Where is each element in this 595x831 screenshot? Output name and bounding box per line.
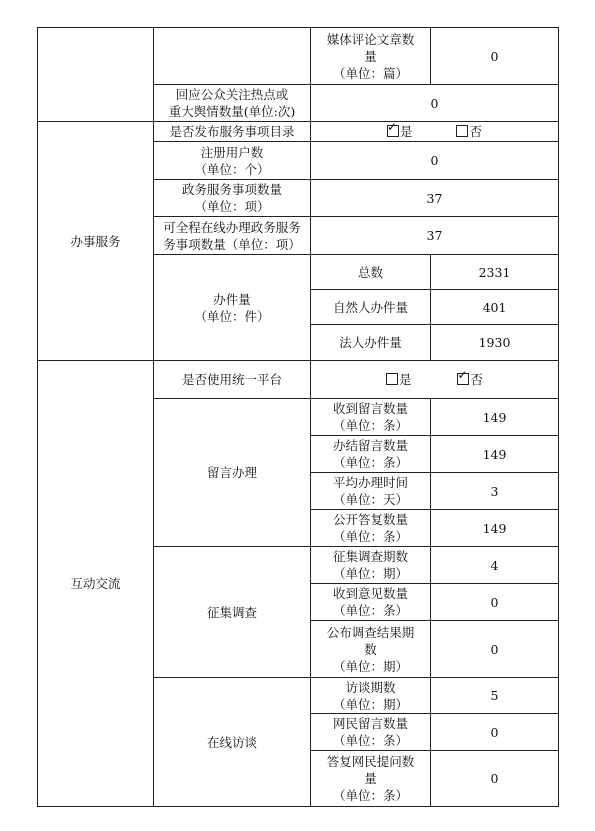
sub-label: 收到意见数量 （单位：条）	[311, 584, 431, 621]
row-label: 可全程在线办理政务服务 务事项数量（单位：项）	[154, 217, 311, 255]
volume-label: 办件量 （单位：件）	[154, 255, 311, 361]
sub-label: 办结留言数量 （单位：条）	[311, 436, 431, 473]
sub-value: 5	[431, 678, 559, 714]
option-no: 否	[470, 372, 483, 387]
sub-label: 法人办件量	[311, 325, 431, 361]
sub-value: 1930	[431, 325, 559, 361]
sub-value: 149	[431, 436, 559, 473]
row-label: 媒体评论文章数 量 （单位：篇）	[311, 28, 431, 85]
row-label: 回应公众关注热点或 重大舆情数量(单位:次)	[154, 85, 311, 122]
table-row	[38, 122, 559, 142]
messages-label: 留言办理	[154, 399, 311, 547]
category-service: 办事服务	[38, 122, 154, 361]
sub-value: 4	[431, 547, 559, 584]
sub-value: 0	[431, 621, 559, 678]
checkbox-checked-icon: ✓	[457, 373, 469, 385]
category-interaction: 互动交流	[38, 361, 154, 807]
sub-label: 公布调查结果期 数 （单位：期）	[311, 621, 431, 678]
sub-value: 149	[431, 399, 559, 436]
sub-label: 自然人办件量	[311, 290, 431, 325]
sub-label: 平均办理时间 （单位：天）	[311, 473, 431, 510]
sub-value: 2331	[431, 255, 559, 290]
row-label: 是否使用统一平台	[154, 361, 311, 399]
checkbox-checked-icon: ✓	[387, 125, 399, 137]
sub-label: 征集调查期数 （单位：期）	[311, 547, 431, 584]
interview-label: 在线访谈	[154, 678, 311, 807]
sub-label: 网民留言数量 （单位：条）	[311, 714, 431, 751]
row-label: 政务服务事项数量 （单位：项）	[154, 180, 311, 217]
option-no: 否	[469, 124, 482, 139]
row-label: 是否发布服务事项目录	[154, 122, 311, 142]
sub-value: 0	[431, 584, 559, 621]
sub-label: 总数	[311, 255, 431, 290]
category-cell-continued	[38, 28, 154, 122]
sub-label: 收到留言数量 （单位：条）	[311, 399, 431, 436]
survey-label: 征集调查	[154, 547, 311, 678]
row-value: 37	[311, 180, 559, 217]
platform-options	[311, 361, 559, 399]
sub-label: 访谈期数 （单位：期）	[311, 678, 431, 714]
sub-value: 0	[431, 751, 559, 807]
checkbox-empty-icon	[456, 125, 468, 137]
sub-value: 149	[431, 510, 559, 547]
sub-value: 401	[431, 290, 559, 325]
row-value: 0	[311, 85, 559, 122]
row-value: 37	[311, 217, 559, 255]
option-yes: 是	[399, 124, 413, 139]
option-yes: 是	[398, 372, 412, 387]
table-row	[38, 361, 559, 399]
row-value: 0	[311, 142, 559, 180]
sub-value: 3	[431, 473, 559, 510]
checkbox-empty-icon	[386, 373, 398, 385]
catalog-options	[311, 122, 559, 142]
sub-label: 答复网民提问数 量 （单位：条）	[311, 751, 431, 807]
sub-label: 公开答复数量 （单位：条）	[311, 510, 431, 547]
row-label: 注册用户数 （单位：个）	[154, 142, 311, 180]
sub-value: 0	[431, 714, 559, 751]
table-row	[38, 28, 559, 85]
statistics-table	[37, 27, 559, 807]
row-value: 0	[431, 28, 559, 85]
blank-cell	[154, 28, 311, 85]
